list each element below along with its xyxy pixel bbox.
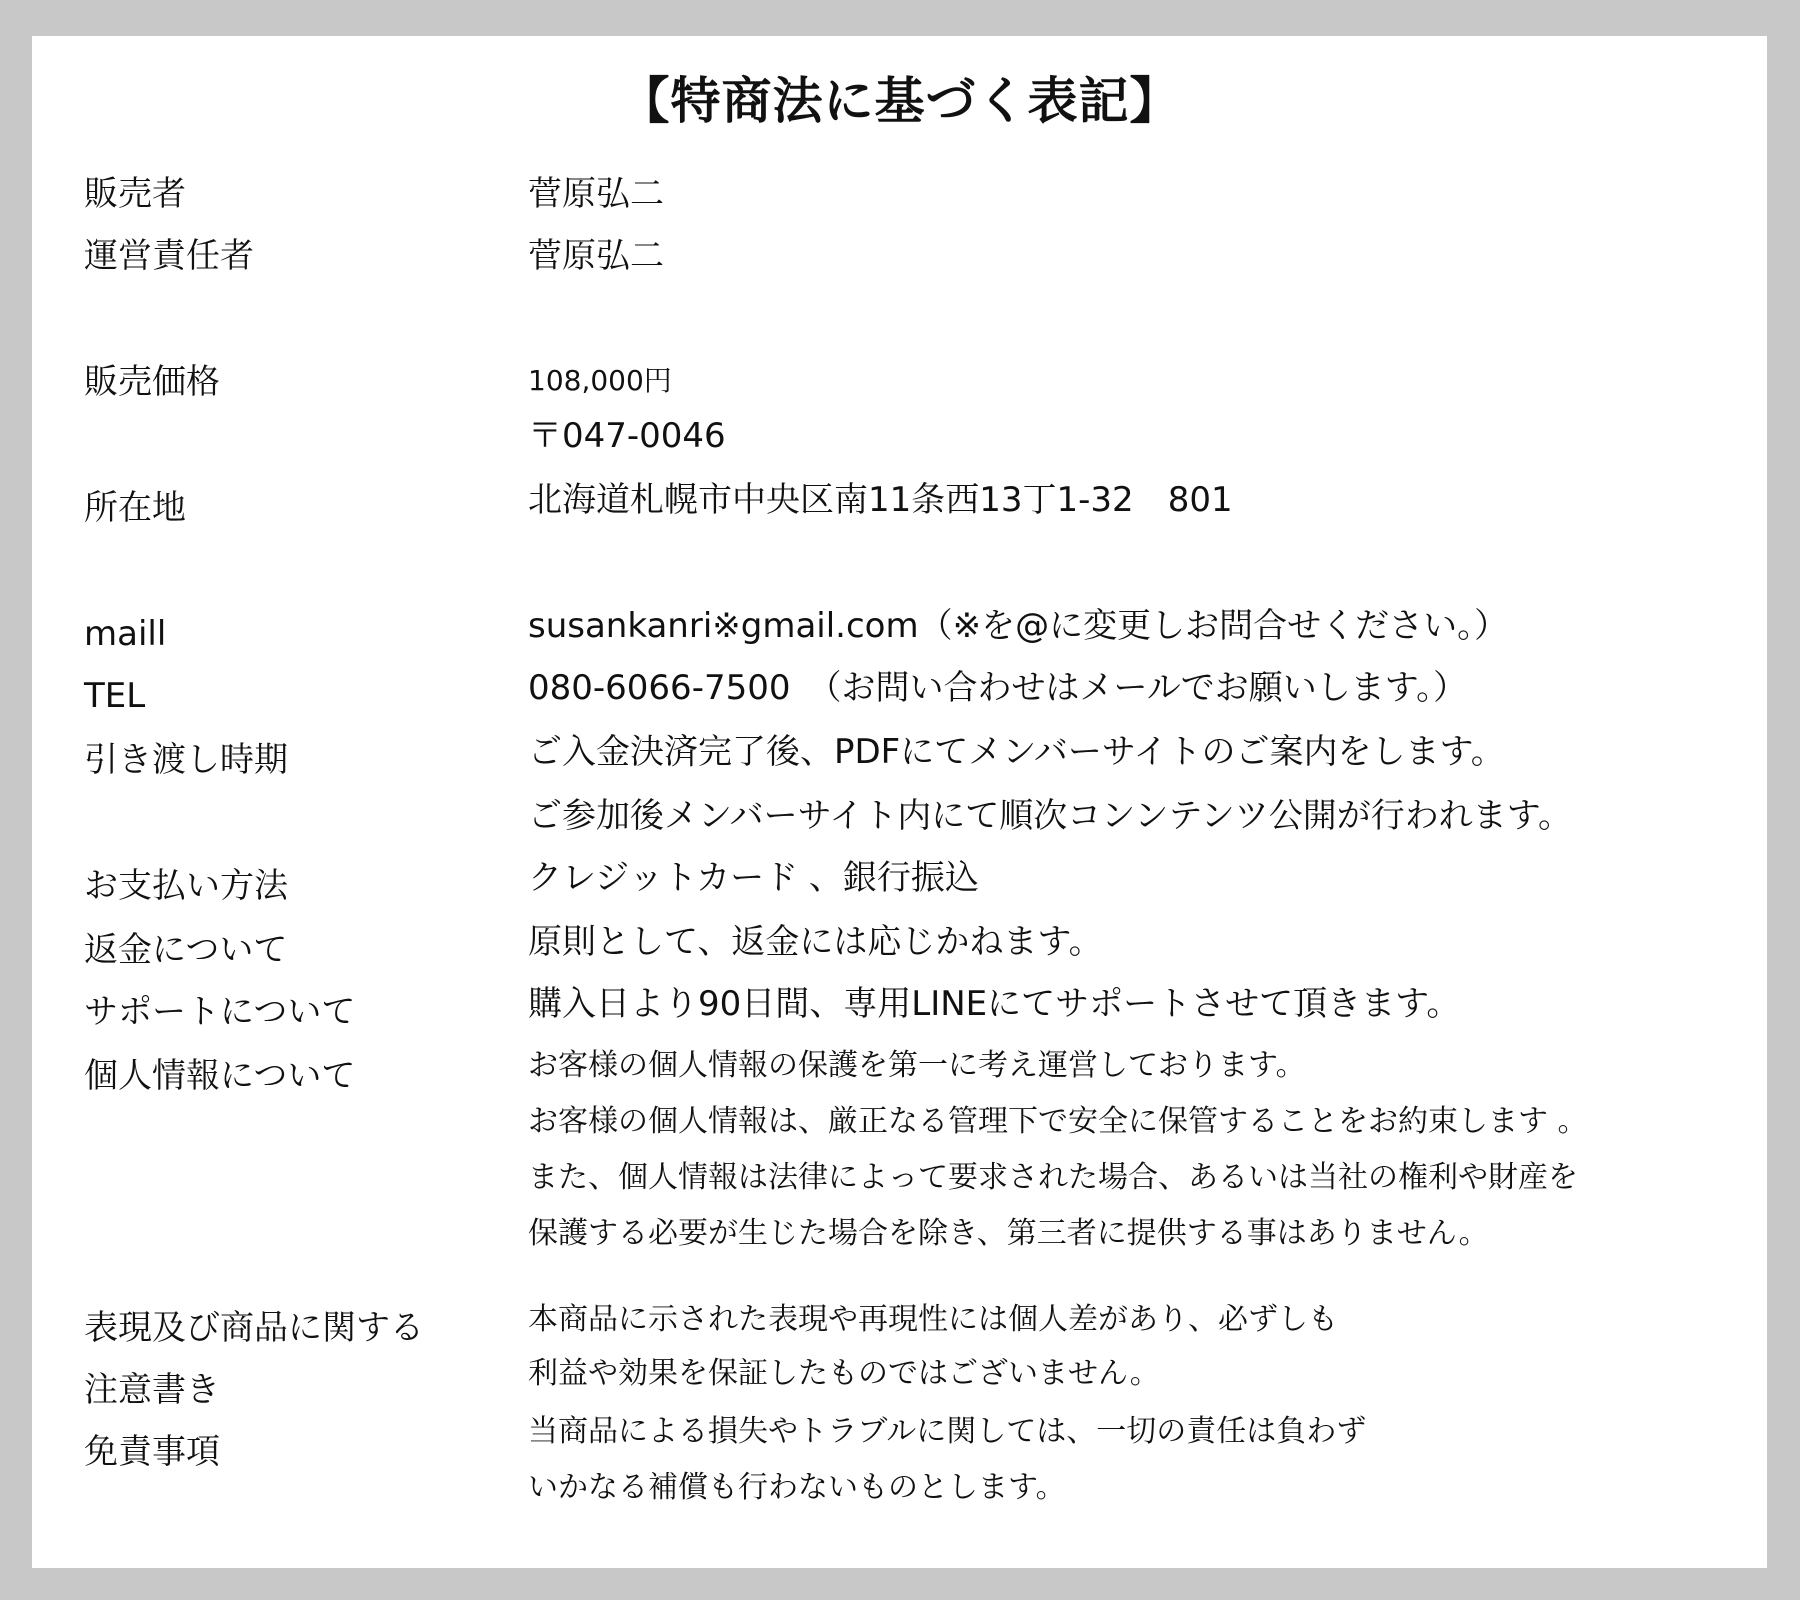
support-value: 購入日より90日間、専用LINEにてサポートさせて頂きます。 [528, 984, 1461, 1024]
disclaimer-line-1: 本商品に示された表現や再現性には個人差があり、必ずしも [528, 1302, 1338, 1337]
tel-value: 080-6066-7500 （お問い合わせはメールでお願いします。） [528, 668, 1468, 708]
privacy-label: 個人情報について [84, 1056, 356, 1096]
seller-value: 菅原弘二 [528, 174, 664, 214]
price-label: 販売価格 [84, 362, 220, 402]
payment-value: クレジットカード 、銀行振込 [528, 858, 979, 898]
mail-label: maill [84, 614, 167, 654]
seller-label: 販売者 [84, 174, 186, 214]
refund-value: 原則として、返金には応じかねます。 [528, 922, 1103, 962]
privacy-line-1: お客様の個人情報の保護を第一に考え運営しております。 [528, 1048, 1306, 1083]
delivery-line-2: ご参加後メンバーサイト内にて順次コンンテンツ公開が行われます。 [528, 796, 1572, 836]
privacy-line-4: 保護する必要が生じた場合を除き、第三者に提供する事はありません。 [528, 1216, 1489, 1251]
tel-label: TEL [84, 676, 146, 716]
disclaimer-label-2: 注意書き [84, 1370, 220, 1410]
address-value: 北海道札幌市中央区南11条西13丁1-32 801 [528, 480, 1233, 520]
privacy-line-2: お客様の個人情報は、厳正なる管理下で安全に保管することをお約束します 。 [528, 1104, 1588, 1139]
delivery-line-1: ご入金決済完了後、PDFにてメンバーサイトのご案内をします。 [528, 732, 1505, 772]
refund-label: 返金について [84, 930, 288, 970]
address-label: 所在地 [84, 488, 186, 528]
payment-label: お支払い方法 [84, 866, 288, 906]
price-value: 108,000円 [528, 364, 672, 397]
manager-value: 菅原弘二 [528, 236, 664, 276]
manager-label: 運営責任者 [84, 236, 254, 276]
mail-value: susankanri※gmail.com（※を@に変更しお問合せください。） [528, 606, 1509, 646]
privacy-line-3: また、個人情報は法律によって要求された場合、あるいは当社の権利や財産を [528, 1160, 1578, 1195]
disclaimer-line-3: 当商品による損失やトラブルに関しては、一切の責任は負わず [528, 1414, 1367, 1449]
disclaimer-line-2: 利益や効果を保証したものではございません。 [528, 1356, 1160, 1391]
disclaimer-label-1: 表現及び商品に関する [84, 1308, 424, 1348]
page-title: 【特商法に基づく表記】 [619, 72, 1181, 130]
support-label: サポートについて [84, 992, 356, 1032]
delivery-label: 引き渡し時期 [84, 740, 288, 780]
postal-code: 〒047-0046 [528, 416, 726, 456]
disclaimer-line-4: いかなる補償も行わないものとします。 [528, 1470, 1066, 1505]
disclaimer-label-3: 免責事項 [84, 1432, 220, 1472]
